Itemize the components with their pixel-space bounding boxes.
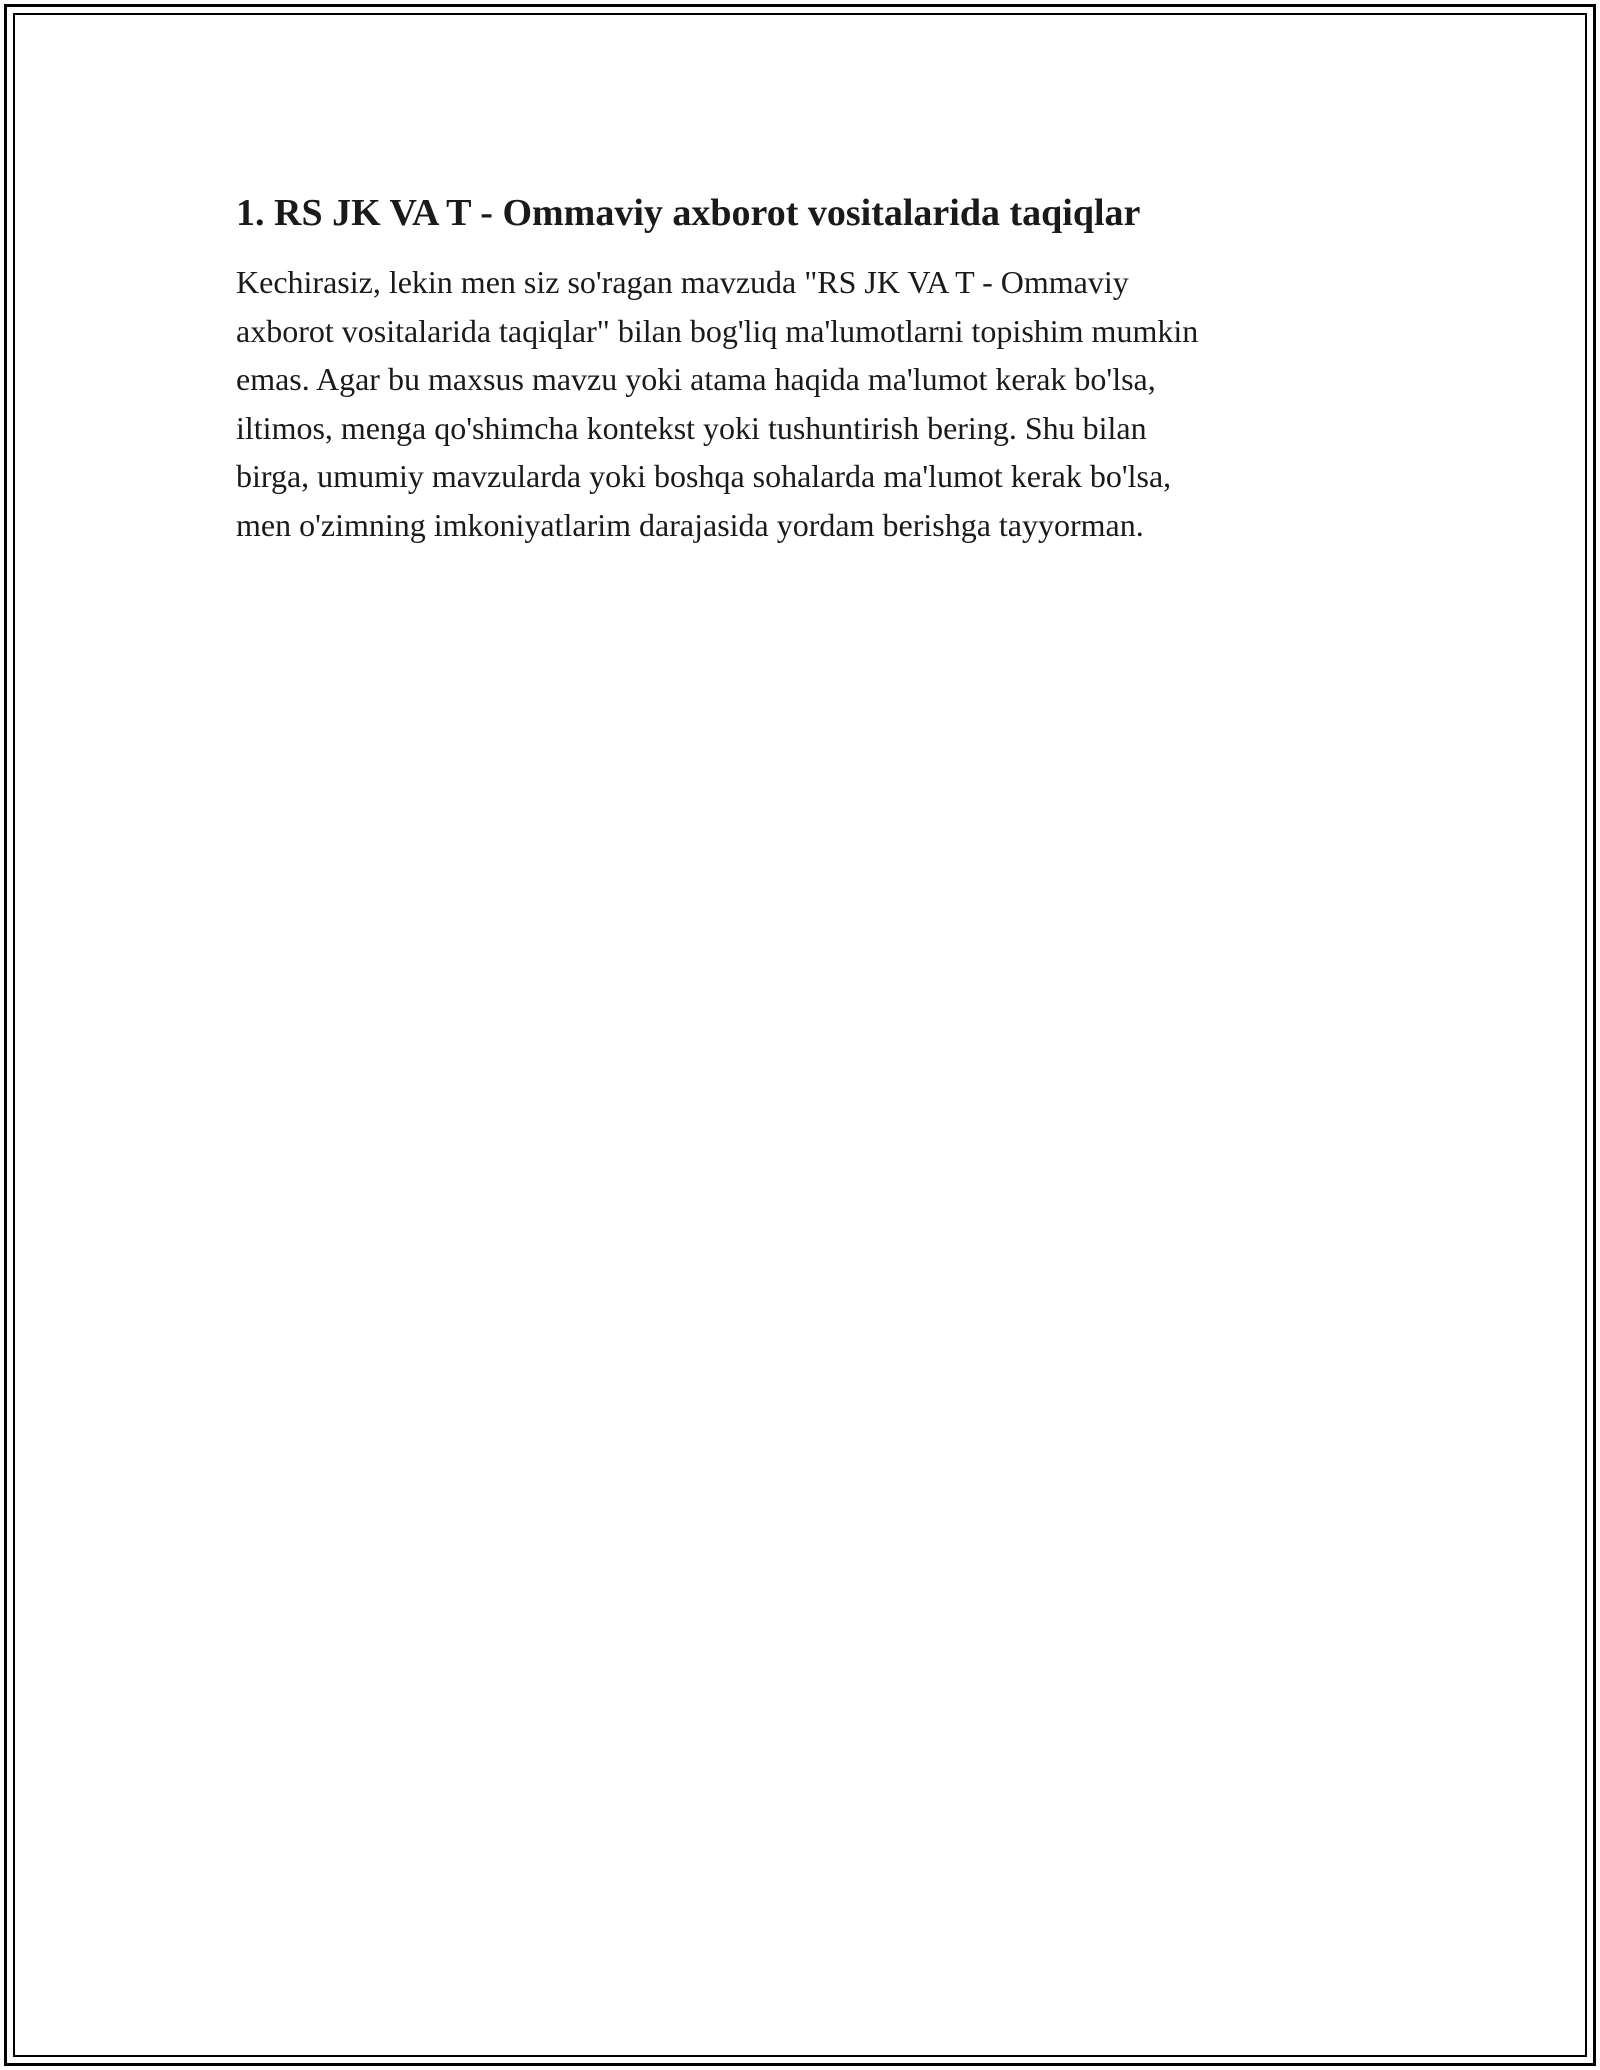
paragraph-line: Kechirasiz, lekin men siz so'ragan mavzuda "RS JK VA T - Ommaviy [236,264,1129,300]
paragraph-line: men o'zimning imkoniyatlarim darajasida yordam berishga tayyorman. [236,506,1144,543]
paragraph-line: axborot vositalarida taqiqlar" bilan bog'liq ma'lumotlarni topishim mumkin [236,312,1199,349]
paragraph-line: iltimos, menga qo'shimcha kontekst yoki tushuntirish bering. Shu bilan [236,409,1147,446]
body-paragraph [236,258,1366,549]
paragraph-line: emas. Agar bu maxsus mavzu yoki atama haqida ma'lumot kerak bo'lsa, [236,361,1156,397]
document-content [236,186,1366,549]
section-heading: 1. RS JK VA T - Ommaviy axborot vositalarida taqiqlar [236,192,1141,234]
paragraph-line: birga, umumiy mavzularda yoki boshqa sohalarda ma'lumot kerak bo'lsa, [236,458,1172,494]
